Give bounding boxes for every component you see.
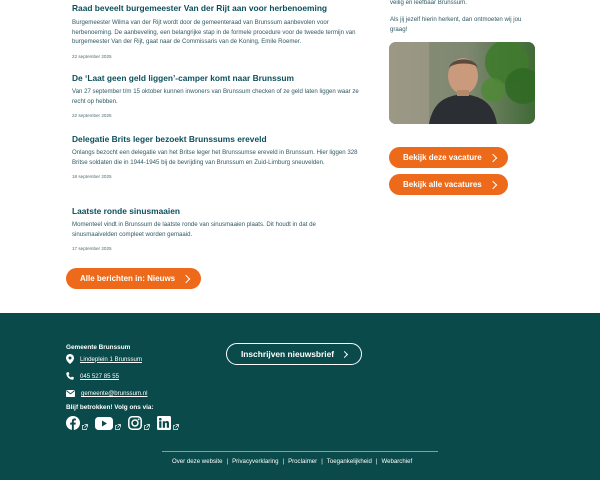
- all-vacancies-button[interactable]: [389, 174, 508, 195]
- person-photo-illustration: [389, 42, 535, 124]
- news-summary: Van 27 september t/m 15 oktober kunnen inwoners van Brunssum checken of ze geld laten liggen waar ze recht op hebben.: [72, 88, 359, 105]
- footer-divider: [162, 451, 438, 452]
- all-news-button-label: Alle berichten in: Nieuws: [80, 274, 176, 283]
- linkedin-link[interactable]: [157, 416, 186, 430]
- news-item: [72, 134, 362, 179]
- news-item: [72, 73, 362, 118]
- footer-link-accessibility[interactable]: Toegankelijkheid: [326, 458, 372, 465]
- footer-address-link[interactable]: Lindeplein 1 Brunssum: [80, 355, 142, 363]
- site-footer: [0, 313, 600, 480]
- external-link-icon: [82, 424, 88, 430]
- news-date: 17 september 2025: [72, 246, 112, 252]
- news-title-link[interactable]: Raad beveelt burgemeester Van der Rijt aan voor herbenoeming: [72, 3, 328, 13]
- location-pin-icon: [66, 354, 74, 364]
- footer-link-separator: |: [321, 458, 323, 465]
- news-item: [72, 206, 362, 251]
- facebook-link[interactable]: [66, 416, 95, 430]
- chevron-right-icon: [488, 153, 496, 161]
- instagram-icon: [128, 416, 142, 430]
- external-link-icon: [115, 424, 121, 430]
- chevron-right-icon: [341, 350, 348, 357]
- news-title-link[interactable]: Laatste ronde sinusmaaien: [72, 206, 180, 216]
- instagram-link[interactable]: [128, 416, 157, 430]
- footer-links: [172, 458, 412, 465]
- news-item: [72, 3, 362, 59]
- footer-link-separator: |: [226, 458, 229, 465]
- news-summary: Momenteel vindt in Brunssum de laatste ronde van sinusmaaien plaats. Dit houdt in dat de sinusmaaivelden compleet worden gemaaid.: [72, 221, 316, 238]
- news-summary: Onlangs bezocht een delegatie van het Britse leger het Brunssumse ereveld in Brunssum. Hier liggen 328 Britse soldaten die in 1944-1945 bij de bevrijding van Brunssum en Zuid-Limburg sneuvelden.: [72, 149, 358, 166]
- youtube-link[interactable]: [95, 417, 128, 430]
- mail-icon: [66, 390, 75, 397]
- footer-link-webarchive[interactable]: Webarchief: [381, 458, 413, 465]
- news-title-link[interactable]: De ‘Laat geen geld liggen’-camper komt naar Brunssum: [72, 73, 294, 83]
- footer-phone-link[interactable]: 045 527 85 55: [80, 372, 119, 380]
- news-title-link[interactable]: Delegatie Brits leger bezoekt Brunssums ereveld: [72, 134, 267, 144]
- footer-address: [66, 354, 142, 364]
- footer-link-privacy[interactable]: Privacyverklaring: [232, 458, 279, 465]
- all-news-button[interactable]: [66, 268, 201, 289]
- news-summary: Burgemeester Wilma van der Rijt wordt door de gemeenteraad van Brunssum aanbevolen voor herbenoeming. De aanbeveling, een belangrijke stap in de formele procedure voor de tweede termijn van burgemeester Van der Rijt, gaat naar de Commissaris van de Koning, Emile Roemer.: [72, 19, 356, 46]
- facebook-icon: [66, 416, 80, 430]
- vacancy-photo: [389, 42, 535, 124]
- footer-link-separator: |: [282, 458, 285, 465]
- linkedin-icon: [157, 416, 171, 430]
- view-vacancy-button-label: Bekijk deze vacature: [403, 153, 482, 162]
- youtube-icon: [95, 417, 113, 430]
- footer-link-about[interactable]: Over deze website: [172, 458, 223, 465]
- footer-email-link[interactable]: gemeente@brunssum.nl: [81, 390, 148, 397]
- news-date: 22 september 2025: [72, 113, 112, 119]
- external-link-icon: [173, 424, 179, 430]
- chevron-right-icon: [182, 274, 190, 282]
- chevron-right-icon: [488, 180, 496, 188]
- sidebar-text-top: veilig en leefbaar Brunssum.: [390, 0, 467, 6]
- news-date: 22 september 2025: [72, 53, 112, 59]
- social-links: [66, 416, 186, 430]
- news-date: 18 september 2025: [72, 174, 112, 180]
- view-vacancy-button[interactable]: [389, 147, 508, 168]
- footer-follow-label: Blijf betrokken! Volg ons via:: [66, 404, 154, 411]
- all-vacancies-button-label: Bekijk alle vacatures: [403, 180, 482, 189]
- footer-phone: [66, 372, 119, 380]
- footer-email: [66, 390, 147, 397]
- newsletter-subscribe-label: Inschrijven nieuwsbrief: [240, 349, 335, 359]
- footer-org-name: Gemeente Brunssum: [66, 344, 131, 351]
- newsletter-subscribe-button[interactable]: [226, 343, 362, 365]
- sidebar-invite-text: Als jij jezelf hierin herkent, dan ontmoeten wij jou graag!: [390, 16, 522, 33]
- footer-link-proclaimer[interactable]: Proclaimer: [288, 458, 318, 465]
- external-link-icon: [144, 424, 150, 430]
- footer-link-separator: |: [375, 458, 378, 465]
- phone-icon: [66, 372, 74, 380]
